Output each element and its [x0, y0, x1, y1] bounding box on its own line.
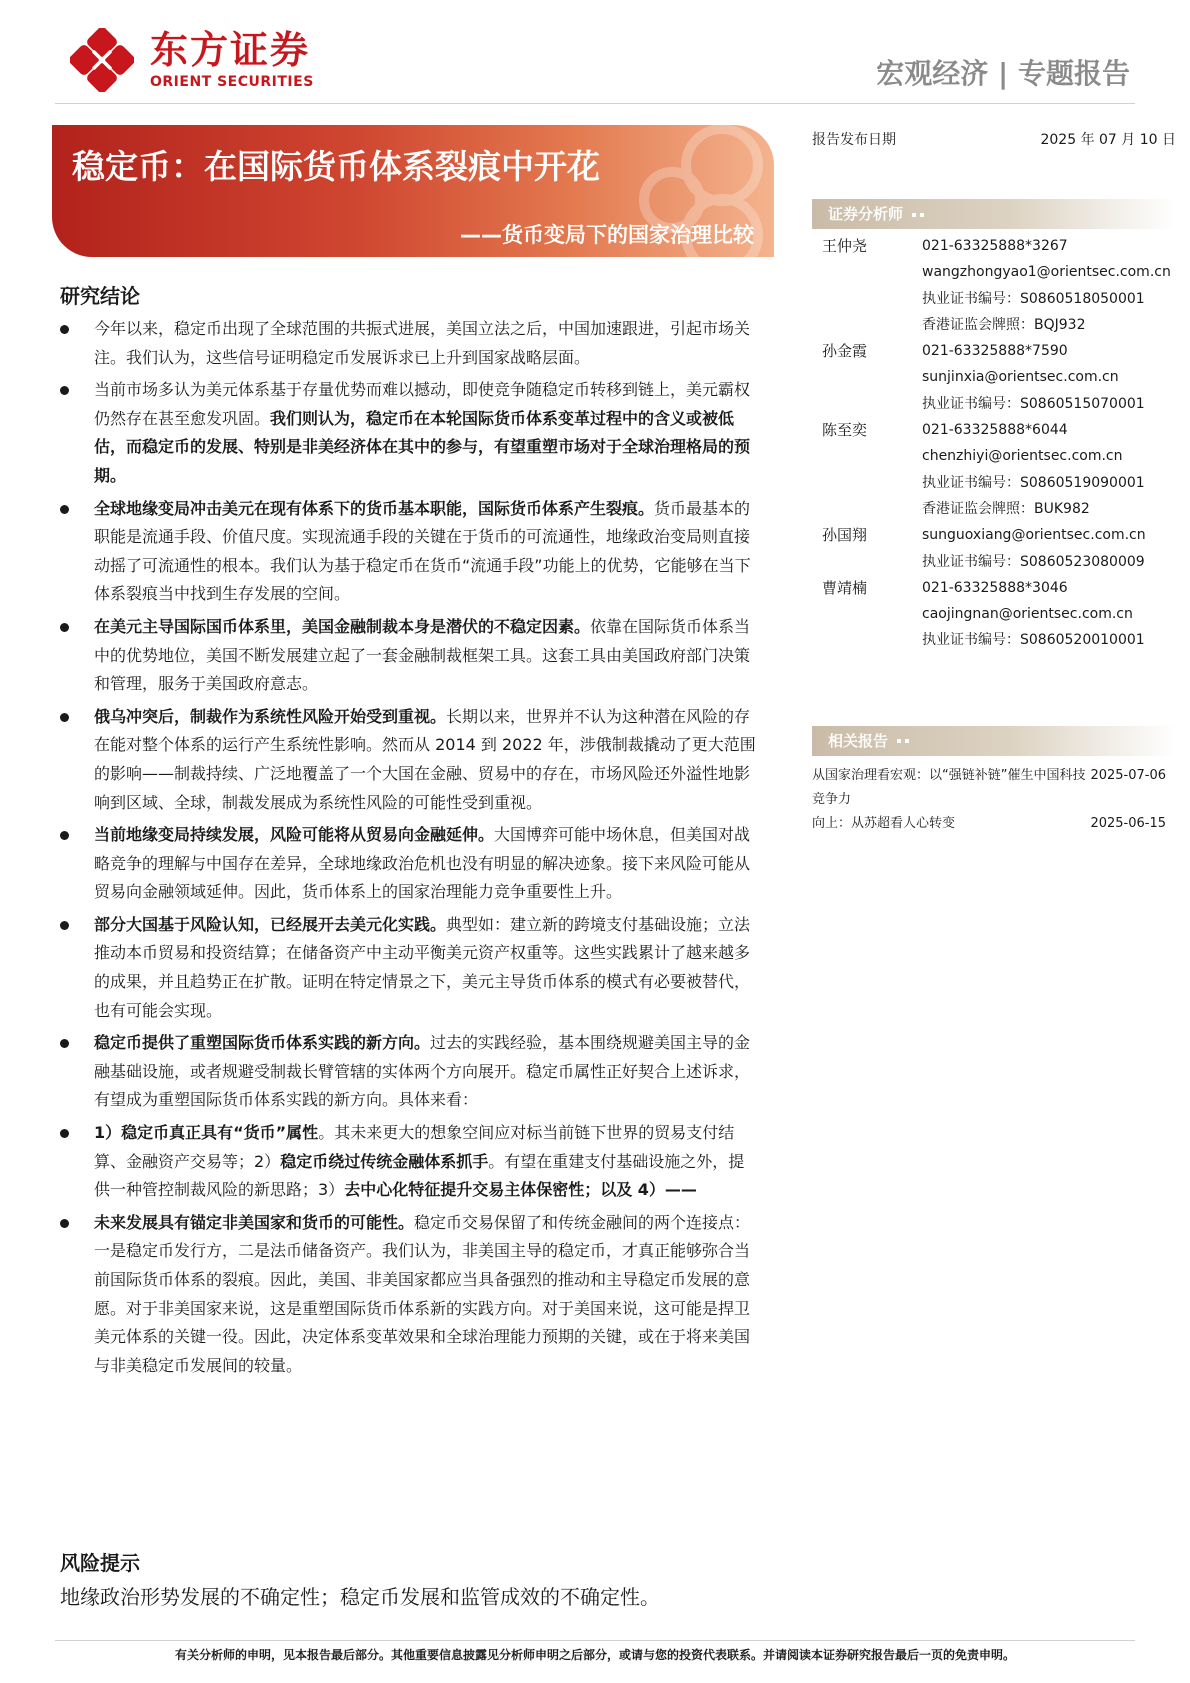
- analyst-name: 曹靖楠: [822, 578, 868, 597]
- risk-section: [60, 1547, 760, 1612]
- bullet-icon: [60, 1129, 69, 1138]
- analyst-phone: 021-63325888*3267: [922, 238, 1068, 254]
- bullet-icon: [60, 505, 69, 514]
- analyst-email[interactable]: sunguoxiang@orientsec.com.cn: [922, 527, 1146, 544]
- list-item: 当前市场多认为美元体系基于存量优势而难以撼动，即使竞争随稳定币转移到链上，美元霸权仍然存在甚至愈发巩固。我们则认为，稳定币在本轮国际货币体系变革过程中的含义或被低估，而稳定币的发展、特别是非美经济体在其中的参与，有望重塑市场对于全球治理格局的预期。: [60, 376, 760, 490]
- section-heading: 研究结论: [60, 284, 140, 308]
- analyst-name: 陈至奕: [822, 421, 868, 440]
- list-item: 在美元主导国际国币体系里，美国金融制裁本身是潜伏的不稳定因素。依靠在国际货币体系当中的优势地位，美国不断发展建立起了一套金融制裁框架工具。这套工具由美国政府部门决策和管理，服务于美国政府意志。: [60, 613, 760, 699]
- analyst-phone: 021-63325888*3046: [922, 579, 1068, 596]
- related-report-title[interactable]: 向上：从苏超看人心转变: [812, 815, 956, 831]
- list-item: 今年以来，稳定币出现了全球范围的共振式进展，美国立法之后，中国加速跟进，引起市场关注。我们认为，这些信号证明稳定币发展诉求已上升到国家战略层面。: [60, 315, 760, 372]
- analyst-name: 孙金霞: [822, 342, 868, 361]
- analyst-email[interactable]: sunjinxia@orientsec.com.cn: [922, 369, 1119, 386]
- analyst-license: 执业证书编号：S0860523080009: [922, 553, 1145, 570]
- list-item: 全球地缘变局冲击美元在现有体系下的货币基本职能，国际货币体系产生裂痕。货币最基本的职能是流通手段、价值尺度。实现流通手段的关键在于货币的可流通性，地缘政治变局则直接动摇了可流通性的根本。我们认为基于稳定币在货币“流通手段”功能上的优势，它能够在当下体系裂痕当中找到生存发展的空间。: [60, 495, 760, 609]
- analyst-name: 孙国翔: [822, 526, 868, 545]
- bullet-icon: [60, 1039, 69, 1048]
- analysts-heading: 证券分析师: [812, 199, 1176, 229]
- list-item: 俄乌冲突后，制裁作为系统性风险开始受到重视。长期以来，世界并不认为这种潜在风险的存在能对整个体系的运行产生系统性影响。然而从 2014 到 2022 年，涉俄制裁撬动了更大范围的影响——制裁持续、广泛地覆盖了一个大国在金融、贸易中的存在，市场风险还外溢性地影响到区域、全球，制裁发展成为系统性风险的可能性受到重视。: [60, 703, 760, 817]
- bullet-icon: [60, 325, 69, 334]
- analyst-license: 执业证书编号：S0860518050001: [922, 290, 1145, 307]
- report-title: 稳定币：在国际货币体系裂痕中开花: [72, 147, 600, 186]
- related-report-item[interactable]: [812, 812, 1176, 836]
- list-item: 1）稳定币真正具有“货币”属性。其未来更大的想象空间应对标当前链下世界的贸易支付结算、金融资产交易等；2）稳定币绕过传统金融体系抓手。有望在重建支付基础设施之外，提供一种管控制裁风险的新思路；3）去中心化特征提升交易主体保密性；以及 4）——: [60, 1119, 760, 1205]
- orient-securities-logo-icon: [70, 28, 134, 92]
- decor-square-icon: [920, 213, 924, 217]
- list-item: 稳定币提供了重塑国际货币体系实践的新方向。过去的实践经验，基本围绕规避美国主导的金融基础设施，或者规避受制裁长臂管辖的实体两个方向展开。稳定币属性正好契合上述诉求，有望成为重塑国际货币体系实践的新方向。具体来看：: [60, 1029, 760, 1115]
- related-reports-list: [812, 764, 1176, 836]
- research-conclusion-section: [60, 280, 760, 1384]
- conclusion-list: [60, 315, 760, 1380]
- analyst-license: 执业证书编号：S0860515070001: [922, 395, 1145, 412]
- section-heading: 风险提示: [60, 1551, 140, 1575]
- analyst-name: 王仲尧: [822, 237, 868, 255]
- related-report-date: 2025-07-06: [1090, 767, 1166, 783]
- list-item: 部分大国基于风险认知，已经展开去美元化实践。典型如：建立新的跨境支付基础设施；立法推动本币贸易和投资结算；在储备资产中主动平衡美元资产权重等。这些实践累计了越来越多的成果，并且趋势正在扩散。证明在特定情景之下，美元主导货币体系的模式有必要被替代，也有可能会实现。: [60, 911, 760, 1025]
- header-divider: [55, 103, 1135, 104]
- decor-square-icon: [897, 739, 901, 743]
- analyst-entry: [822, 522, 1176, 575]
- analyst-hk-license: 香港证监会牌照：BUK982: [922, 500, 1090, 517]
- publish-date-label: 报告发布日期: [812, 132, 896, 148]
- analyst-license: 执业证书编号：S0860519090001: [922, 474, 1145, 491]
- analyst-phone: 021-63325888*7590: [922, 343, 1068, 360]
- title-banner: [52, 125, 774, 257]
- analyst-entry: [822, 417, 1176, 522]
- list-item: 当前地缘变局持续发展，风险可能将从贸易向金融延伸。大国博弈可能中场休息，但美国对战略竞争的理解与中国存在差异，全球地缘政治危机也没有明显的解决迹象。接下来风险可能从贸易向金融领域延伸。因此，货币体系上的国家治理能力竞争重要性上升。: [60, 821, 760, 907]
- bullet-icon: [60, 623, 69, 632]
- brand-name-cn: 东方证券: [150, 28, 311, 72]
- decor-square-icon: [905, 739, 909, 743]
- analyst-entry: [822, 575, 1176, 654]
- related-report-date: 2025-06-15: [1090, 815, 1166, 831]
- analyst-email[interactable]: chenzhiyi@orientsec.com.cn: [922, 448, 1123, 465]
- analyst-list: [812, 233, 1176, 654]
- publish-date-row: [812, 125, 1176, 153]
- analyst-hk-license: 香港证监会牌照：BQJ932: [922, 316, 1086, 333]
- analyst-license: 执业证书编号：S0860520010001: [922, 632, 1145, 649]
- related-report-item[interactable]: [812, 764, 1176, 812]
- publish-date: 2025 年 07 月 10 日: [1040, 132, 1176, 148]
- page-header: [0, 0, 1190, 105]
- footer-disclaimer: 有关分析师的申明，见本报告最后部分。其他重要信息披露见分析师申明之后部分，或请与您的投资代表联系。并请阅读本证券研究报告最后一页的免责申明。: [174, 1648, 1015, 1662]
- bullet-icon: [60, 386, 69, 395]
- risk-text: 地缘政治形势发展的不确定性；稳定币发展和监管成效的不确定性。: [60, 1585, 660, 1609]
- analyst-email[interactable]: caojingnan@orientsec.com.cn: [922, 606, 1133, 623]
- bullet-icon: [60, 1219, 69, 1228]
- sidebar: [812, 125, 1176, 836]
- footer-divider: [55, 1640, 1135, 1641]
- analyst-email[interactable]: wangzhongyao1@orientsec.com.cn: [922, 264, 1171, 281]
- report-type: 宏观经济 | 专题报告: [876, 57, 1130, 90]
- brand-name-en: ORIENT SECURITIES: [150, 74, 314, 90]
- list-item: 未来发展具有锚定非美国家和货币的可能性。稳定币交易保留了和传统金融间的两个连接点：一是稳定币发行方，二是法币储备资产。我们认为，非美国主导的稳定币，才真正能够弥合当前国际货币体系的裂痕。因此，美国、非美国家都应当具备强烈的推动和主导稳定币发展的意愿。对于非美国家来说，这是重塑国际货币体系新的实践方向。对于美国来说，这可能是捍卫美元体系的关键一役。因此，决定体系变革效果和全球治理能力预期的关键，或在于将来美国与非美稳定币发展间的较量。: [60, 1209, 760, 1381]
- report-subtitle: ——货币变局下的国家治理比较: [460, 223, 754, 247]
- bullet-icon: [60, 831, 69, 840]
- decor-square-icon: [912, 213, 916, 217]
- bullet-icon: [60, 713, 69, 722]
- analyst-phone: 021-63325888*6044: [922, 422, 1068, 439]
- bullet-icon: [60, 921, 69, 930]
- analyst-entry: [822, 338, 1176, 417]
- related-reports-heading: 相关报告: [812, 726, 1176, 756]
- analyst-entry: [822, 233, 1176, 338]
- related-report-title[interactable]: 从国家治理看宏观：以“强链补链”催生中国科技竞争力: [812, 767, 1086, 807]
